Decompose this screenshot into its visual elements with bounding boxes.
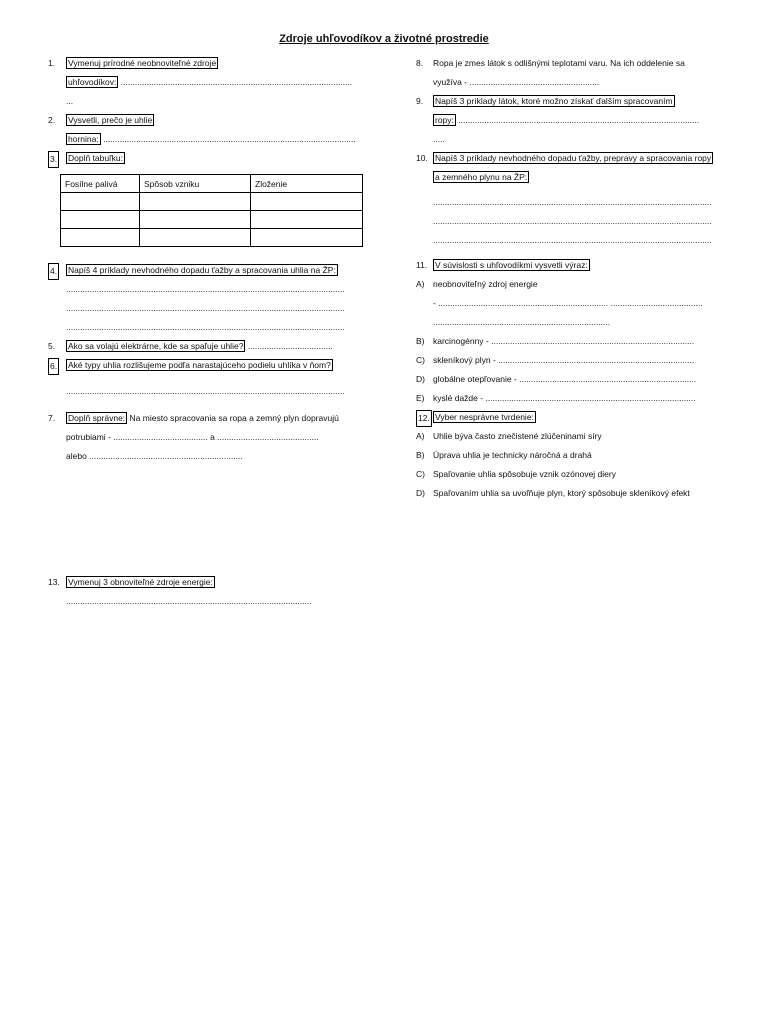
question-number: 6.: [48, 358, 59, 375]
answer-line[interactable]: využíva - .......................................................: [433, 77, 600, 87]
question-text: Ako sa volajú elektrárne, kde sa spaľuje uhlie?: [68, 341, 244, 351]
question-3: [48, 151, 373, 170]
question-number: 11.: [416, 260, 428, 270]
table-cell[interactable]: [140, 193, 251, 211]
question-6: [48, 358, 373, 377]
item-letter: A): [416, 431, 425, 441]
question-number: 4.: [48, 263, 59, 280]
question-text-line: [416, 170, 738, 189]
question-2: [48, 113, 373, 132]
table-cell[interactable]: [61, 193, 140, 211]
question-11: [416, 258, 738, 277]
answer-dots: ...........................................................................................................: [100, 134, 356, 144]
list-item[interactable]: [416, 429, 738, 448]
item-text: Úprava uhlia je technicky náročná a drahá: [433, 450, 592, 460]
question-13: [48, 575, 373, 594]
question-1: [48, 56, 373, 75]
table-cell[interactable]: [140, 211, 251, 229]
question-8: [416, 56, 738, 75]
item-text: karcinogénny - ......................................................................................: [433, 336, 695, 346]
answer-line[interactable]: [48, 75, 373, 94]
list-item[interactable]: [416, 486, 738, 505]
answer-line[interactable]: ......................................................................................................................: [433, 216, 712, 226]
question-number: 1.: [48, 58, 56, 68]
answer-line[interactable]: ......................................................................................................................: [66, 386, 345, 396]
item-letter: C): [416, 355, 425, 365]
question-number: 13.: [48, 577, 60, 587]
question-text-continued: Na miesto spracovania sa ropa a zemný plyn dopravujú: [127, 413, 339, 423]
fuels-table: [60, 174, 363, 247]
answer-line[interactable]: .....: [433, 134, 445, 144]
table-cell[interactable]: [251, 193, 363, 211]
list-item[interactable]: [416, 467, 738, 486]
question-7: [48, 411, 373, 430]
answer-line[interactable]: ......................................................................................................................: [66, 303, 345, 313]
item-letter: B): [416, 336, 425, 346]
item-text: Spaľovaním uhlia sa uvoľňuje plyn, ktorý spôsobuje skleníkový efekt: [433, 488, 690, 498]
question-text: Napíš 3 príklady látok, ktoré možno získať ďalším spracovaním: [435, 96, 673, 106]
answer-line[interactable]: ...........................................................................: [433, 317, 611, 327]
item-letter: D): [416, 374, 425, 384]
list-item[interactable]: [416, 353, 738, 372]
table-header-cell: Spôsob vzniku: [140, 175, 251, 193]
answer-line[interactable]: ...: [66, 96, 74, 106]
question-number: 7.: [48, 413, 56, 423]
item-letter: B): [416, 450, 425, 460]
item-letter: A): [416, 279, 425, 289]
list-item: [416, 277, 738, 296]
question-number: 10.: [416, 153, 428, 163]
item-text: skleníkový plyn - ...................................................................................: [433, 355, 695, 365]
right-column: [416, 56, 738, 505]
question-text: V súvislosti s uhľovodíkmi vysvetli výraz:: [435, 260, 588, 270]
left-column: [48, 56, 373, 468]
table-header-cell: Fosílne palivá: [61, 175, 140, 193]
list-item[interactable]: [416, 391, 738, 410]
question-text: Vyber nesprávne tvrdenie:: [435, 412, 534, 422]
question-text-continued: a zemného plynu na ŽP:: [435, 172, 528, 182]
table-cell[interactable]: [61, 211, 140, 229]
question-text-continued: uhľovodíkov:: [68, 77, 117, 87]
question-5: [48, 339, 373, 358]
question-text: Doplň tabuľku:: [68, 153, 123, 163]
table-row: [61, 193, 363, 211]
question-number: 5.: [48, 341, 56, 351]
answer-line[interactable]: ......................................................................................................................: [433, 197, 712, 207]
table-cell[interactable]: [140, 229, 251, 247]
item-letter: C): [416, 469, 425, 479]
table-header-row: [61, 175, 363, 193]
table-row: [61, 229, 363, 247]
answer-line[interactable]: potrubiami - ........................................ a ...........................................: [66, 432, 319, 442]
question-12: [416, 410, 738, 429]
question-number: 12.: [416, 410, 432, 427]
question-text: Vymenuj prírodné neobnoviteľné zdroje: [68, 58, 217, 68]
table-cell[interactable]: [251, 211, 363, 229]
list-item[interactable]: [416, 448, 738, 467]
answer-line[interactable]: [416, 113, 738, 132]
list-item[interactable]: [416, 334, 738, 353]
item-text: Uhlie býva často znečistené zlúčeninami síry: [433, 431, 602, 441]
question-9: [416, 94, 738, 113]
answer-line[interactable]: ......................................................................................................................: [66, 322, 345, 332]
item-letter: D): [416, 488, 425, 498]
table-header-cell: Zloženie: [251, 175, 363, 193]
question-text: Ropa je zmes látok s odlišnými teplotami varu. Na ich oddelenie sa: [433, 58, 685, 68]
item-text: globálne otepľovanie - ...........................................................................: [433, 374, 697, 384]
answer-line[interactable]: - ........................................................................ .......................................: [433, 298, 703, 308]
question-text: Aké typy uhlia rozlišujeme podľa narastajúceho podielu uhlíka v ňom?: [68, 360, 331, 370]
answer-line[interactable]: [48, 132, 373, 151]
answer-dots: ..................................................................................................: [118, 77, 353, 87]
question-number: 9.: [416, 96, 424, 106]
item-text: Spaľovanie uhlia spôsobuje vznik ozónovej diery: [433, 469, 616, 479]
item-text: neobnoviteľný zdroj energie: [433, 279, 538, 289]
question-13-block: [48, 575, 373, 613]
question-text: Vymenuj 3 obnoviteľné zdroje energie:: [68, 577, 213, 587]
answer-line[interactable]: alebo .................................................................: [66, 451, 243, 461]
question-10: [416, 151, 738, 170]
answer-dots[interactable]: ....................................: [245, 341, 333, 351]
question-number: 2.: [48, 115, 56, 125]
item-letter: E): [416, 393, 425, 403]
question-number: 8.: [416, 58, 424, 68]
question-text-continued: hornina:: [68, 134, 99, 144]
table-cell[interactable]: [251, 229, 363, 247]
question-text: Napíš 3 príklady nevhodného dopadu ťažby, prepravy a spracovania ropy: [435, 153, 712, 163]
question-text: Vysvetli, prečo je uhlie: [68, 115, 153, 125]
question-number: 3.: [48, 151, 59, 168]
page-title: Zdroje uhľovodíkov a životné prostredie: [279, 33, 489, 45]
answer-dots: ......................................................................................................: [455, 115, 700, 125]
question-text-continued: ropy:: [435, 115, 454, 125]
list-item[interactable]: [416, 372, 738, 391]
answer-line[interactable]: ......................................................................................................................: [433, 235, 712, 245]
question-4: [48, 263, 373, 282]
table-cell[interactable]: [61, 229, 140, 247]
item-text: kyslé dažde - .........................................................................................: [433, 393, 696, 403]
table-row: [61, 211, 363, 229]
answer-line[interactable]: ........................................................................................................: [66, 596, 312, 606]
question-text: Napíš 4 príklady nevhodného dopadu ťažby a spracovania uhlia na ŽP:: [68, 265, 336, 275]
answer-line[interactable]: ......................................................................................................................: [66, 284, 345, 294]
question-text: Doplň správne:: [68, 413, 126, 423]
